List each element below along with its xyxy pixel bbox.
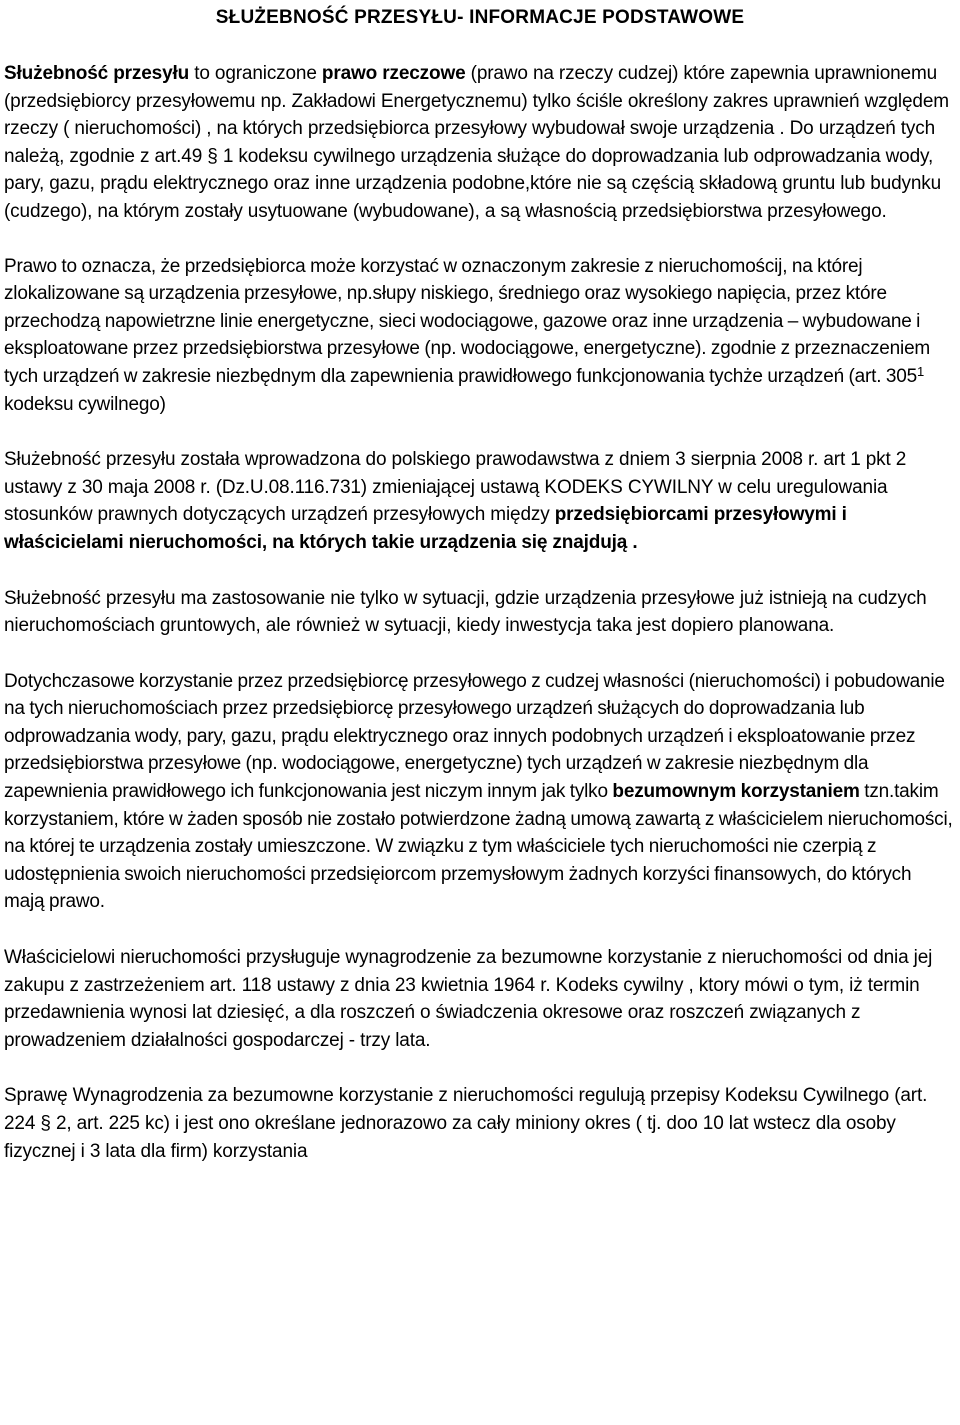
paragraph-compensation — [4, 944, 956, 1054]
superscript: 1 — [916, 363, 925, 379]
paragraph-introduction — [4, 446, 956, 556]
paragraph-text: Służebność przesyłu ma zastosowanie nie tylko w sytuacji, gdzie urządzenia przesyłowe już istnieją na cudzych nieruchomościach gruntowych, ale również w sytuacji, kiedy inwestycja taka jest dopiero planowana. — [4, 587, 927, 637]
term-bezumowne-korzystanie: bezumownym korzystaniem — [612, 781, 860, 803]
paragraph-text: kodeksu cywilnego) — [4, 393, 166, 415]
bold-text: przedsiębiorcami przesyłowymi i właścicielami nieruchomości, na których takie urządzenia się znajdują . — [4, 504, 847, 553]
section-sign: § — [207, 145, 218, 167]
section-sign: § — [40, 1113, 51, 1134]
paragraph-text: Właścicielowi nieruchomości przysługuje wynagrodzenie za bezumowne korzystanie z nieruchomości od dnia jej zakupu z zastrzeżeniem art. 118 ustawy z dnia 23 kwietnia 1964 r. Kodeks cywilny , ktory mówi o tym, iż termin przedawnienia wynosi lat dziesięć, a dla roszczeń o świadczenia okresowe oraz roszczeń związanych z prowadzeniem działalności gospodarczej - trzy lata. — [4, 947, 933, 1051]
paragraph-text: to ograniczone — [189, 63, 322, 84]
term-sluzebnosc-przesylu: Służebność przesyłu — [4, 63, 190, 84]
paragraph-usage — [4, 668, 956, 916]
document-title: SŁUŻEBNOŚĆ PRZESYŁU- INFORMACJE PODSTAWOWE — [215, 7, 745, 28]
paragraph-definition — [4, 60, 956, 226]
term-prawo-rzeczowe: prawo rzeczowe — [321, 63, 466, 84]
paragraph-application — [4, 585, 956, 640]
paragraph-text: Prawo to oznacza, że przedsiębiorca może korzystać w oznaczonym zakresie z nieruchomościj, na której zlokalizowane są urządzenia przesyłowe, np.słupy niskiego, średniego oraz wysokiego napięcia, przez które przechodzą napowietrzne linie energetyczne, sieci wodociągowe, gazowe oraz inne urządzenia – wybudowane i eksploatowane przez przedsiębiorstwa przesyłowe (np. wodociągowe, energetyczne). zgodnie z przeznaczeniem tych urządzeń w zakresie niezbędnym dla zapewnienia prawidłowego funkcjonowania tychże urządzeń (art. 305 — [4, 255, 931, 387]
paragraph-text: tzn.takim korzystaniem, które w żaden sposób nie zostało potwierdzone żadną umową zawartą z właścicielem nieruchomości, na której te urządzenia zostały umieszczone. W związku z tym właściciele tych nieruchomości nie czerpią z udostępnienia swoich nieruchomości przedsięiorcom przemysłowym żadnych korzyści finansowych, do których mają prawo. — [4, 781, 953, 913]
paragraph-text: Sprawę Wynagrodzenia za bezumowne korzystanie z nieruchomości regulują przepisy Kodeksu Cywilnego (art. 224 — [4, 1085, 928, 1134]
paragraph-text: 1 kodeksu cywilnego urządzenia służące do doprowadzania lub odprowadzania wody, pary, gazu, prądu elektrycznego oraz inne urządzenia podobne,które nie są częścią składową gruntu lub budynku (cudzego), na którym zostały usytuowane (wybudowane), a są własnością przedsiębiorstwa przesyłowego. — [4, 145, 942, 222]
paragraph-regulation — [4, 1082, 956, 1165]
paragraph-text: Służebność przesyłu została wprowadzona do polskiego prawodawstwa z dniem 3 sierpnia 2008 r. art 1 pkt 2 ustawy z 30 maja 2008 r. (Dz.U.08.116.731) zmieniającej ustawą KODEKS CYWILNY w celu uregulowania stosunków prawnych dotyczących urządzeń przesyłowych między — [4, 449, 907, 526]
paragraph-text: Dotychczasowe korzystanie przez przedsiębiorcę przesyłowego z cudzej własności (nieruchomości) i pobudowanie na tych nieruchomościach przez przedsiębiorcę przesyłowego urządzeń służących do doprowadzania lub odprowadzania wody, pary, gazu, prądu elektrycznego oraz innych podobnych urządzeń i eksploatowanie przez przedsiębiorstwa przesyłowe (np. wodociągowe, energetyczne) tych urządzeń w zakresie niezbędnym dla zapewnienia prawidłowego ich funkcjonowania jest niczym innym jak tylko — [4, 670, 945, 803]
paragraph-text: 2, art. 225 kc) i jest ono określane jednorazowo za cały miniony okres ( tj. doo 10 lat wstecz dla osoby fizycznej i 3 lata dla firm) korzystania — [4, 1113, 896, 1162]
paragraph-meaning — [4, 253, 956, 419]
paragraph-text: (prawo na rzeczy cudzej) które zapewnia uprawnionemu (przedsiębiorcy przesyłowemu np. Zakładowi Energetycznemu) tylko ściśle określony zakres uprawnień względem rzeczy ( nieruchomości) , na których przedsiębiorca przesyłowy wybudował swoje urządzenia . Do urządzeń tych należą, zgodnie z art.49 — [4, 63, 949, 167]
